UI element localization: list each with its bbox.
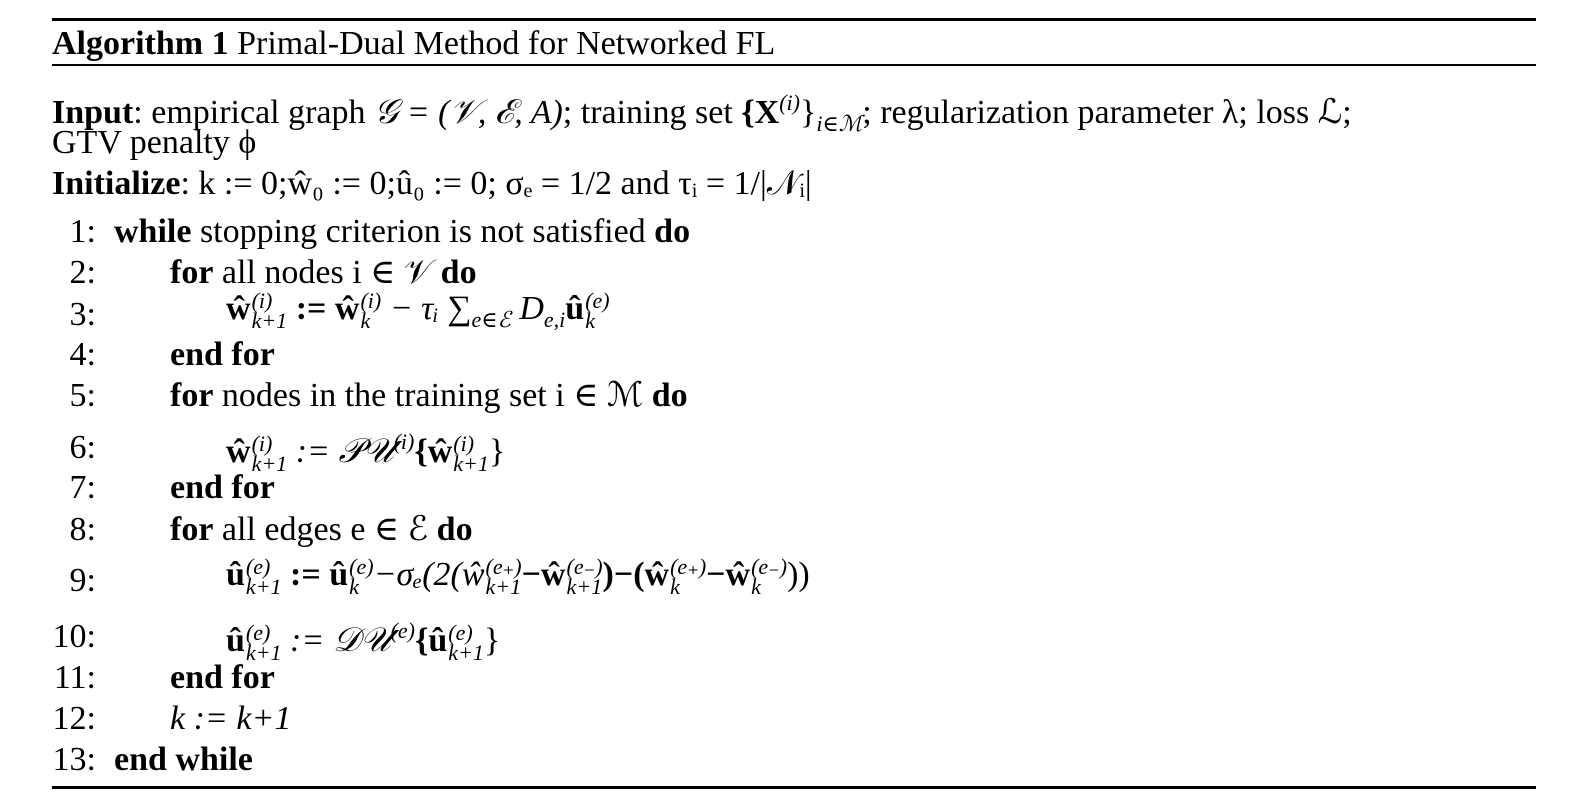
algorithm-title: Primal-Dual Method for Networked FL — [237, 25, 776, 62]
keyword-for: for — [170, 511, 214, 548]
sigma-term: −σₑ(2(ŵ — [373, 556, 485, 593]
sub: k+1 — [245, 640, 282, 666]
step-increment: k := k+1 — [170, 700, 292, 737]
sup: (i) — [360, 288, 382, 314]
minus-primal: −ŵ — [706, 556, 751, 593]
step-primal-update — [226, 289, 610, 340]
step-number: 11: — [53, 659, 96, 696]
keyword-end-for: end for — [170, 469, 275, 506]
step-end-for — [170, 468, 275, 508]
initialize-text: : k := 0;ŵ₀ := 0;û₀ := 0; σₑ = 1/2 and τᵢ = 1/|𝒩ᵢ| — [180, 165, 812, 202]
sup-sub — [670, 554, 707, 600]
algorithm-caption — [52, 24, 775, 64]
input-text-c: ; regularization parameter λ; loss ℒ; — [862, 94, 1352, 131]
input-text-b: ; training set — [562, 94, 742, 131]
step-text: all edges e ∈ ℰ — [213, 511, 437, 548]
keyword-do: do — [440, 254, 477, 291]
sub: k — [585, 308, 595, 334]
sup: (e₋) — [751, 554, 788, 580]
sub: k+1 — [453, 451, 489, 477]
step-number: 13: — [52, 741, 96, 778]
sup: (e) — [585, 288, 610, 314]
sup-sub — [485, 554, 522, 600]
step-end-for — [170, 658, 275, 698]
sup: (e) — [448, 620, 473, 646]
input-graph: 𝒢 = (𝒱, ℰ, A) — [374, 94, 563, 131]
sub: k+1 — [566, 574, 603, 600]
minus-primal: −ŵ — [521, 556, 566, 593]
sub: k+1 — [448, 640, 484, 666]
step-while — [114, 212, 690, 252]
input-text-a: : empirical graph — [133, 94, 375, 131]
sub: k+1 — [251, 308, 288, 334]
sup-sub — [585, 288, 610, 334]
dual-update-op: := 𝒟𝒰 — [281, 622, 391, 659]
sup-sub — [349, 554, 374, 600]
input-trainset-sub: i∈ℳ — [816, 111, 863, 136]
assign-dual: := û — [281, 556, 349, 593]
sup: (e) — [245, 554, 271, 580]
keyword-do: do — [654, 213, 691, 250]
assign-primal: := ŵ — [287, 290, 360, 327]
step-number: 5: — [69, 377, 96, 414]
sup: (e₊) — [670, 554, 707, 580]
input-trainset-close: } — [799, 94, 817, 131]
primal-var: ŵ — [226, 433, 251, 470]
initialize-label: Initialize — [52, 165, 181, 202]
sup: (e) — [349, 554, 374, 580]
sub: k+1 — [245, 574, 282, 600]
sum-term: − τᵢ ∑ — [381, 290, 472, 327]
sup-sub — [251, 288, 288, 334]
sup-sub — [360, 288, 382, 334]
keyword-end-for: end for — [170, 336, 275, 373]
initialize-line — [52, 164, 812, 204]
sup: (i) — [251, 431, 273, 457]
sup-sub — [245, 554, 282, 600]
primal-var: ŵ — [226, 290, 251, 327]
step-number: 3: — [69, 296, 96, 333]
bottom-rule — [52, 786, 1536, 789]
op-sup: (e) — [390, 618, 415, 643]
sub: k+1 — [485, 574, 522, 600]
keyword-while: while — [114, 213, 192, 250]
sub: k+1 — [251, 451, 288, 477]
sub: k — [751, 574, 761, 600]
primal-arg: {ŵ — [414, 433, 453, 470]
keyword-end-while: end while — [114, 741, 253, 778]
input-line2: GTV penalty ϕ — [52, 124, 257, 161]
step-number: 9: — [69, 562, 96, 599]
step-number: 8: — [69, 511, 96, 548]
step-text: all nodes i ∈ 𝒱 — [213, 254, 441, 291]
paren-primal: )−(ŵ — [602, 556, 670, 593]
dual-arg: {û — [414, 622, 448, 659]
dual-var: û — [226, 622, 245, 659]
step-end-for — [170, 335, 275, 375]
step-number: 4: — [69, 336, 96, 373]
input-trainset: {X — [741, 94, 780, 131]
step-number: 1: — [69, 213, 96, 250]
sup: (i) — [251, 288, 273, 314]
keyword-do: do — [436, 511, 473, 548]
sup-sub — [751, 554, 788, 600]
dual-var: û — [565, 290, 585, 327]
dual-var: û — [226, 556, 245, 593]
step-number: 12: — [52, 700, 96, 737]
op-sup: (i) — [393, 429, 415, 454]
sub: k — [349, 574, 359, 600]
sup-sub — [566, 554, 603, 600]
sup: (e₊) — [485, 554, 522, 580]
keyword-end-for: end for — [170, 659, 275, 696]
step-dual-update — [226, 554, 810, 600]
step-end-while — [114, 740, 253, 780]
step-number: 10: — [52, 618, 96, 655]
step-number: 6: — [69, 429, 96, 466]
step-for-nodes — [170, 253, 477, 293]
step-for-training — [170, 376, 688, 416]
keyword-do: do — [651, 377, 688, 414]
close-brace: } — [488, 433, 506, 470]
step-number: 7: — [69, 469, 96, 506]
primal-update-op: := 𝒫𝒰 — [287, 433, 394, 470]
step-dual-prox — [226, 611, 501, 666]
sup-sub — [448, 620, 484, 666]
keyword-for: for — [170, 254, 214, 291]
input-trainset-sup: (i) — [779, 90, 800, 115]
sub: k — [670, 574, 680, 600]
step-number: 2: — [69, 254, 96, 291]
top-rule — [52, 18, 1536, 21]
step-primal-prox — [226, 422, 506, 477]
sup: (e) — [245, 620, 271, 646]
caption-rule — [52, 64, 1536, 66]
step-text: nodes in the training set i ∈ ℳ — [213, 377, 652, 414]
d-term: D — [510, 290, 544, 327]
d-sub: e,i — [543, 307, 566, 332]
input-line-2 — [52, 123, 256, 163]
input-label: Input — [52, 94, 134, 131]
sup: (i) — [453, 431, 475, 457]
keyword-for: for — [170, 377, 214, 414]
algorithm-label: Algorithm 1 — [52, 25, 229, 62]
close-paren: )) — [787, 556, 810, 593]
sum-sub: e∈ℰ — [471, 307, 511, 332]
sup-sub — [453, 431, 489, 477]
step-text: stopping criterion is not satisfied — [191, 213, 655, 250]
sup: (e₋) — [566, 554, 603, 580]
sub: k — [360, 308, 371, 334]
step-for-edges — [170, 510, 473, 550]
close-brace: } — [483, 622, 501, 659]
